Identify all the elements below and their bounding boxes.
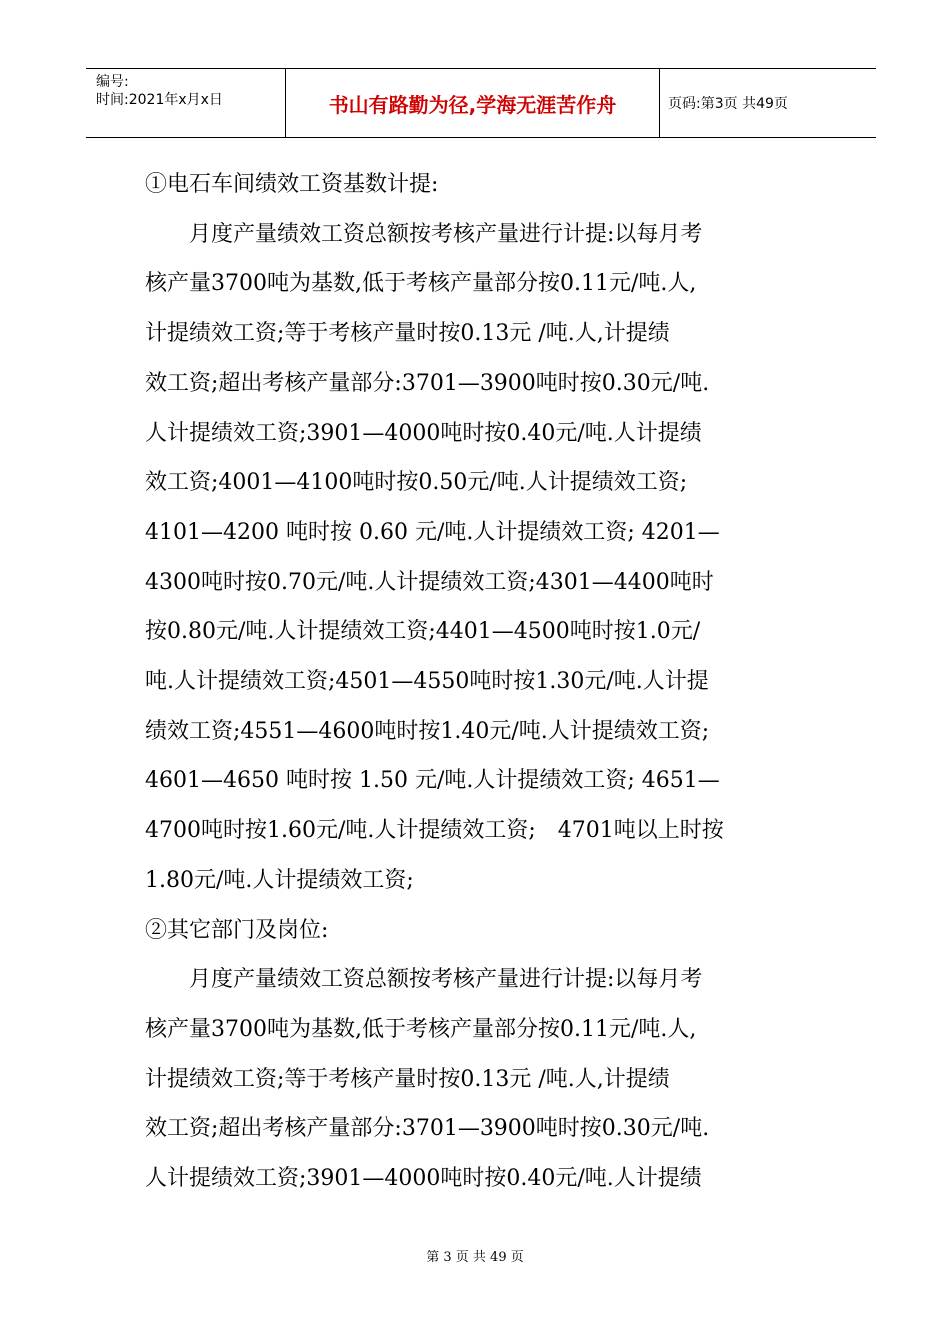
page-footer: 第 3 页 共 49 页 — [426, 1250, 524, 1265]
text-line: 效工资;超出考核产量部分:3701—3900吨时按0.30元/吨. — [145, 370, 710, 396]
header-page-info: 页码:第3页 共49页 — [668, 96, 788, 112]
text-line: 4601—4650 吨时按 1.50 元/吨.人计提绩效工资; 4651— — [145, 768, 720, 794]
text-line: 核产量3700吨为基数,低于考核产量部分按0.11元/吨.人, — [145, 271, 697, 297]
text-line: 计提绩效工资;等于考核产量时按0.13元 /吨.人,计提绩 — [145, 321, 670, 347]
document-body — [145, 160, 835, 1204]
text-line: 吨.人计提绩效工资;4501—4550吨时按1.30元/吨.人计提 — [145, 669, 709, 695]
text-line: 按0.80元/吨.人计提绩效工资;4401—4500吨时按1.0元/ — [145, 619, 701, 645]
page-header — [86, 68, 876, 138]
text-line: 1.80元/吨.人计提绩效工资; — [145, 867, 414, 893]
text-line: 月度产量绩效工资总额按考核产量进行计提:以每月考 — [145, 967, 703, 993]
text-line: 核产量3700吨为基数,低于考核产量部分按0.11元/吨.人, — [145, 1016, 697, 1042]
code-label: 编号: — [96, 74, 129, 90]
text-line: 效工资;4001—4100吨时按0.50元/吨.人计提绩效工资; — [145, 470, 688, 496]
text-line: ①电石车间绩效工资基数计提: — [145, 172, 439, 197]
text-line: 4101—4200 吨时按 0.60 元/吨.人计提绩效工资; 4201— — [145, 519, 720, 545]
text-line: 月度产量绩效工资总额按考核产量进行计提:以每月考 — [145, 221, 703, 247]
text-line: 效工资;超出考核产量部分:3701—3900吨时按0.30元/吨. — [145, 1116, 710, 1142]
header-motto: 书山有路勤为径,学海无涯苦作舟 — [286, 69, 660, 137]
text-line: 4300吨时按0.70元/吨.人计提绩效工资;4301—4400吨时 — [145, 569, 714, 595]
text-line: 4700吨时按1.60元/吨.人计提绩效工资; 4701吨以上时按 — [145, 818, 724, 844]
text-line: ②其它部门及岗位: — [145, 917, 329, 943]
text-line: 绩效工资;4551—4600吨时按1.40元/吨.人计提绩效工资; — [145, 718, 710, 744]
text-line: 计提绩效工资;等于考核产量时按0.13元 /吨.人,计提绩 — [145, 1066, 670, 1092]
text-line: 人计提绩效工资;3901—4000吨时按0.40元/吨.人计提绩 — [145, 1166, 702, 1192]
header-meta — [86, 69, 286, 137]
text-line: 人计提绩效工资;3901—4000吨时按0.40元/吨.人计提绩 — [145, 420, 702, 446]
time-label: 时间:2021年x月x日 — [96, 92, 223, 108]
